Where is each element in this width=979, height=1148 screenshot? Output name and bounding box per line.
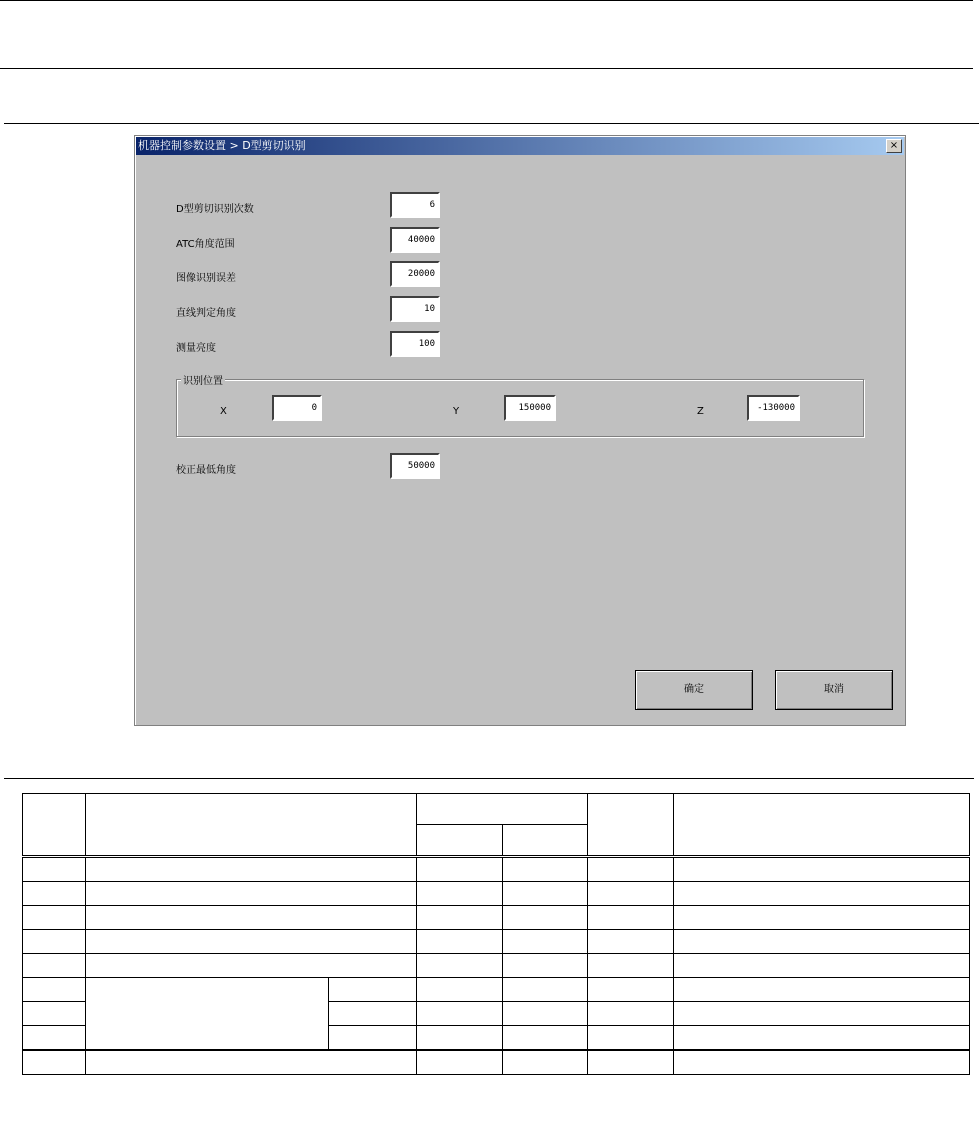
table-cell <box>23 954 86 978</box>
table-cell <box>503 906 588 930</box>
table-cell <box>85 857 416 882</box>
table-cell <box>85 978 328 1051</box>
table-cell <box>23 906 86 930</box>
close-button[interactable]: × <box>886 139 902 153</box>
table-row <box>23 930 970 954</box>
blank-form-table <box>22 793 970 1075</box>
atc-angle-range-field[interactable]: 40000 <box>390 227 440 253</box>
table-cell <box>416 794 587 825</box>
table-cell <box>328 1002 416 1026</box>
table-cell <box>85 882 416 906</box>
table-cell <box>416 1050 502 1075</box>
table-cell <box>503 1026 588 1051</box>
measure-brightness-field[interactable]: 100 <box>390 331 440 357</box>
table-cell <box>674 1050 970 1075</box>
table-cell <box>23 794 86 857</box>
table-cell <box>588 978 674 1002</box>
recognition-position-title: 识别位置 <box>181 372 225 387</box>
measure-brightness-label: 测量亮度 <box>176 343 216 354</box>
table-cell <box>416 954 502 978</box>
table-row <box>23 1050 970 1075</box>
table-cell <box>23 1026 86 1051</box>
y-field[interactable]: 150000 <box>504 395 556 421</box>
image-recognition-error-field[interactable]: 20000 <box>390 261 440 287</box>
table-cell <box>416 930 502 954</box>
table-cell <box>674 1026 970 1051</box>
table-row <box>23 906 970 930</box>
table-cell <box>416 1026 502 1051</box>
table-cell <box>23 930 86 954</box>
table-cell <box>674 857 970 882</box>
table-cell <box>674 954 970 978</box>
table-cell <box>503 978 588 1002</box>
table-cell <box>416 1002 502 1026</box>
table-rule <box>4 778 974 779</box>
table-cell <box>674 978 970 1002</box>
table-cell <box>588 882 674 906</box>
table-cell <box>23 857 86 882</box>
z-label: Z <box>697 406 704 417</box>
table-cell <box>503 1050 588 1075</box>
table-cell <box>503 882 588 906</box>
header-rule <box>0 68 973 69</box>
table-cell <box>23 1050 86 1075</box>
ok-button[interactable]: 确定 <box>635 670 753 710</box>
table-row <box>23 978 970 1002</box>
table-cell <box>588 857 674 882</box>
table-cell <box>416 906 502 930</box>
d-cut-recognition-dialog <box>134 135 906 726</box>
table-cell <box>23 1002 86 1026</box>
table-cell <box>416 857 502 882</box>
table-cell <box>85 930 416 954</box>
table-cell <box>85 906 416 930</box>
table-cell <box>503 825 588 857</box>
table-cell <box>416 825 502 857</box>
table-cell <box>85 794 416 857</box>
table-row <box>23 857 970 882</box>
table-cell <box>503 1002 588 1026</box>
table-cell <box>503 930 588 954</box>
table-cell <box>23 882 86 906</box>
table-cell <box>674 930 970 954</box>
table-row <box>23 882 970 906</box>
table-cell <box>416 882 502 906</box>
dialog-titlebar[interactable] <box>136 137 904 155</box>
x-label: X <box>220 406 227 417</box>
table-cell <box>588 954 674 978</box>
table-cell <box>674 906 970 930</box>
table-cell <box>588 794 674 857</box>
atc-angle-range-label: ATC角度范围 <box>176 239 235 250</box>
table-cell <box>674 1002 970 1026</box>
table-cell <box>85 954 416 978</box>
table-cell <box>588 1002 674 1026</box>
table-cell <box>328 1026 416 1051</box>
dialog-title: 机器控制参数设置 > D型剪切识别 <box>138 139 306 152</box>
section-rule <box>4 123 979 124</box>
table-cell <box>674 882 970 906</box>
line-judge-angle-label: 直线判定角度 <box>176 308 236 319</box>
min-correction-angle-field[interactable]: 50000 <box>390 453 440 479</box>
table-cell <box>85 1050 416 1075</box>
z-field[interactable]: -130000 <box>747 395 800 421</box>
min-correction-angle-label: 校正最低角度 <box>176 465 236 476</box>
table-cell <box>503 954 588 978</box>
table-cell <box>588 930 674 954</box>
table-header-row <box>23 794 970 825</box>
table-row <box>23 954 970 978</box>
table-cell <box>503 857 588 882</box>
y-label: Y <box>453 406 460 417</box>
cancel-button[interactable]: 取消 <box>775 670 893 710</box>
table-cell <box>674 794 970 857</box>
recognition-count-label: D型剪切识别次数 <box>176 204 254 215</box>
top-rule <box>0 0 973 1</box>
line-judge-angle-field[interactable]: 10 <box>390 296 440 322</box>
table-cell <box>588 1050 674 1075</box>
table-cell <box>588 1026 674 1051</box>
table-cell <box>588 906 674 930</box>
table-cell <box>416 978 502 1002</box>
x-field[interactable]: 0 <box>272 395 322 421</box>
table-cell <box>328 978 416 1002</box>
image-recognition-error-label: 图像识别误差 <box>176 273 236 284</box>
recognition-count-field[interactable]: 6 <box>390 192 440 218</box>
table-cell <box>23 978 86 1002</box>
